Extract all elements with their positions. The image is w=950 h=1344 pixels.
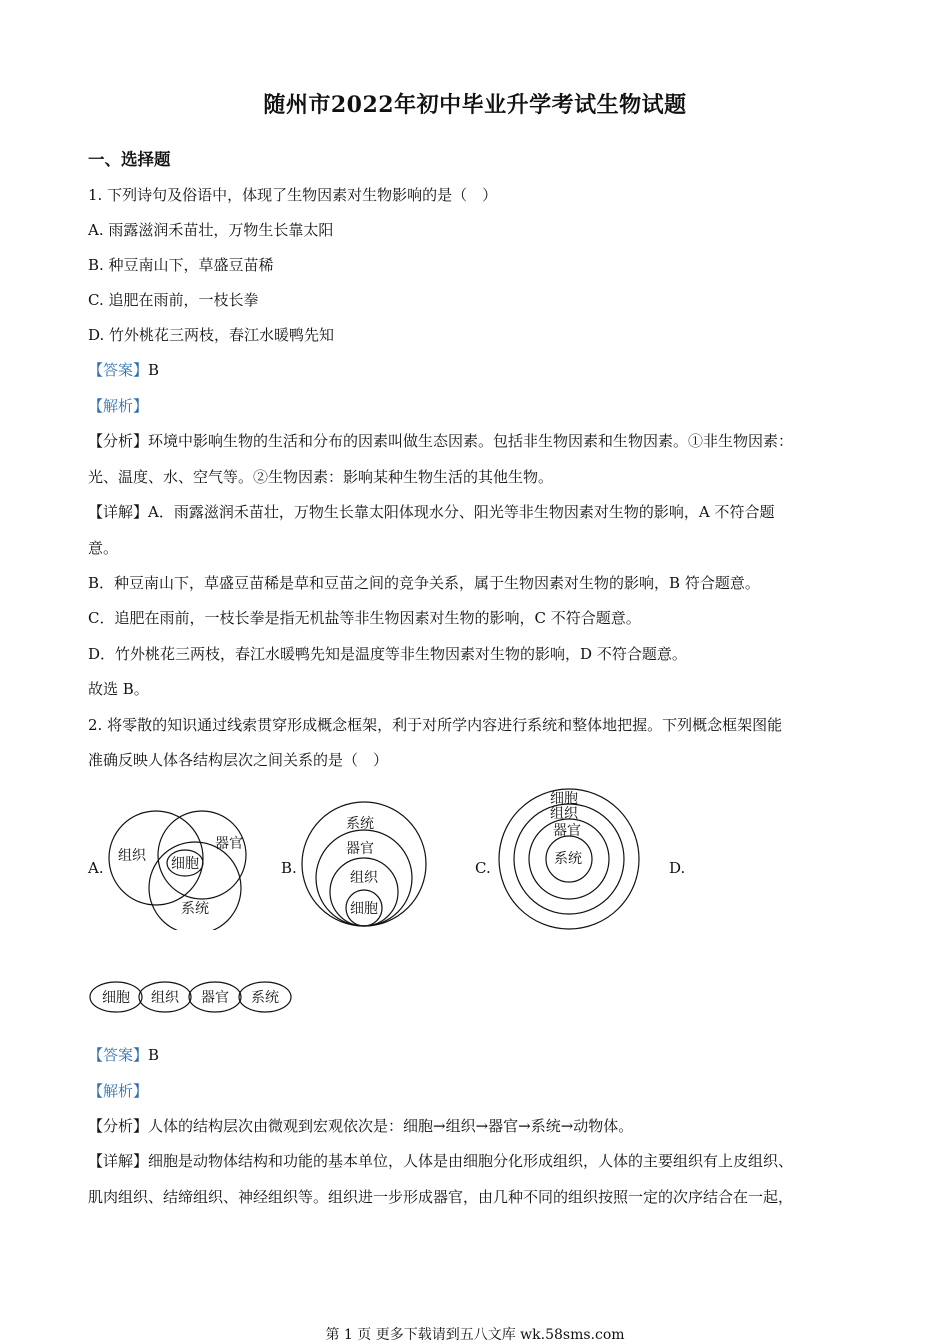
label-cell: 细胞 <box>350 901 378 917</box>
q2-fenxi-line: 【分析】人体的结构层次由微观到宏观依次是：细胞→组织→器官→系统→动物体。 <box>88 1117 634 1135</box>
label-tissue: 组织 <box>350 870 378 886</box>
label-system: 系统 <box>346 816 374 832</box>
q1-detail-line: 【详解】A．雨露滋润禾苗壮，万物生长靠太阳体现水分、阳光等非生物因素对生物的影响，A 不符合题 <box>88 503 775 521</box>
q2-stem-line: 2. 将零散的知识通过线索贯穿形成概念框架，利于对所学内容进行系统和整体地把握。下列概念框架图能 <box>88 716 783 734</box>
q2-detail-line: 【详解】细胞是动物体结构和功能的基本单位，人体是由细胞分化形成组织，人体的主要组织有上皮组织、 <box>88 1152 794 1170</box>
q2-option-a-label: A. <box>88 859 104 877</box>
label-cell: 细胞 <box>102 990 130 1006</box>
label-organ: 器官 <box>346 841 374 857</box>
label-system: 系统 <box>251 990 279 1006</box>
q2-detail-line: 肌肉组织、结缔组织、神经组织等。组织进一步形成器官，由几种不同的组织按照一定的次序结合在一起， <box>88 1188 794 1206</box>
diagram-a-venn <box>105 805 255 930</box>
diagram-d-chain <box>89 980 294 1016</box>
q1-detail-line: D．竹外桃花三两枝，春江水暖鸭先知是温度等非生物因素对生物的影响，D 不符合题意。 <box>88 645 687 663</box>
answer-tag: 【答案】 <box>88 361 149 379</box>
diagram-c-concentric <box>496 786 642 932</box>
q2-option-c-label: C. <box>475 859 491 877</box>
page-footer: 第 1 页 更多下载请到五八文库 wk.58sms.com <box>325 1327 625 1343</box>
label-organ: 器官 <box>215 836 243 852</box>
label-tissue: 组织 <box>550 806 578 822</box>
label-organ: 器官 <box>201 990 229 1006</box>
q1-answer <box>88 359 159 380</box>
q1-detail-line: C．追肥在雨前，一枝长拳是指无机盐等非生物因素对生物的影响，C 不符合题意。 <box>88 609 641 627</box>
answer-tag: 【答案】 <box>88 1046 149 1064</box>
q1-option-a: A. 雨露滋润禾苗壮，万物生长靠太阳 <box>88 221 334 239</box>
q1-stem: 1. 下列诗句及俗语中，体现了生物因素对生物影响的是（ ） <box>88 186 498 204</box>
q2-option-d-label: D. <box>669 859 686 877</box>
q1-detail-line: 意。 <box>88 539 119 557</box>
label-organ: 器官 <box>553 823 581 839</box>
q1-option-b: B. 种豆南山下，草盛豆苗稀 <box>88 256 274 274</box>
label-system: 系统 <box>181 901 209 917</box>
q2-option-b-label: B. <box>281 859 297 877</box>
label-cell: 细胞 <box>550 791 578 807</box>
q1-analysis-tag: 【解析】 <box>88 397 149 415</box>
q2-answer <box>88 1044 159 1065</box>
q1-fenxi-line: 光、温度、水、空气等。②生物因素：影响某种生物生活的其他生物。 <box>88 468 554 486</box>
label-system: 系统 <box>554 851 582 867</box>
q1-option-d: D. 竹外桃花三两枝，春江水暖鸭先知 <box>88 326 335 344</box>
diagram-b-nested <box>300 800 435 935</box>
answer-value: B <box>148 1046 160 1064</box>
q1-fenxi-line: 【分析】环境中影响生物的生活和分布的因素叫做生态因素。包括非生物因素和生物因素。①非生物因素： <box>88 432 794 450</box>
label-tissue: 组织 <box>151 990 179 1006</box>
q2-stem-line: 准确反映人体各结构层次之间关系的是（ ） <box>88 751 389 769</box>
section-heading: 一、选择题 <box>88 150 171 169</box>
q1-option-c: C. 追肥在雨前，一枝长拳 <box>88 291 259 309</box>
label-tissue: 组织 <box>118 848 146 864</box>
q2-analysis-tag: 【解析】 <box>88 1082 149 1100</box>
label-cell: 细胞 <box>171 856 199 872</box>
page-title: 随州市2022年初中毕业升学考试生物试题 <box>263 92 687 118</box>
q1-detail-line: B．种豆南山下，草盛豆苗稀是草和豆苗之间的竞争关系，属于生物因素对生物的影响，B 符合题意。 <box>88 574 760 592</box>
q1-conclusion: 故选 B。 <box>88 680 149 698</box>
answer-value: B <box>148 361 160 379</box>
